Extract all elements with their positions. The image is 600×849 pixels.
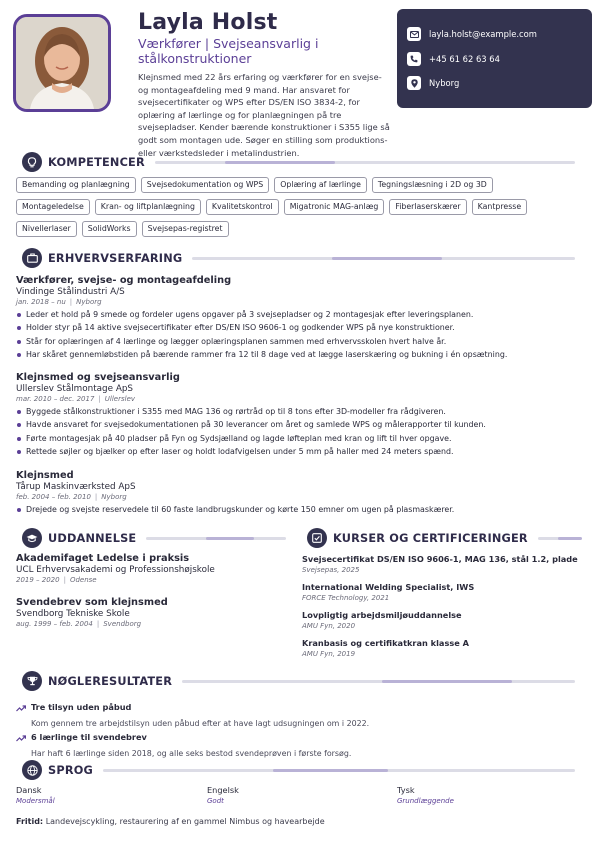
free-time-label: Fritid: xyxy=(16,817,44,826)
skill-chip: Oplæring af lærlinge xyxy=(274,177,367,193)
course-title: Lovpligtig arbejdsmiljøuddannelse xyxy=(302,610,462,620)
job-title: Klejnsmed xyxy=(16,470,74,481)
job-bullet: Byggede stålkonstruktioner i S355 med MAG 136 og rørtråd op til 8 tons efter 3D-modeller fra rådgiveren. xyxy=(16,405,586,418)
graduation-cap-icon xyxy=(22,528,42,548)
job-bullet: Førte montagesjak på 40 pladser på Fyn og Sydsjælland og lagde løfteplan med kran og lift til hver opgave. xyxy=(16,432,586,445)
skills-section-title: KOMPETENCER xyxy=(48,155,145,169)
candidate-name: Layla Holst xyxy=(138,10,278,35)
language-entry xyxy=(16,785,196,805)
language-name: Tysk xyxy=(397,785,415,795)
skill-chip: Svejsepas-registret xyxy=(142,221,229,237)
profile-summary: Klejnsmed med 22 års erfaring og værkfører for en svejse- og montageafdeling med 9 mand. Har ansvaret for svejsecertifikater og WPS efter DS/EN ISO 3834-2, for oplæring af lærlinge og for planlægningen på tre svejsepladser. Kender bærende konstruktioner i S355 lige så godt som montagen ude. Søger en stilling som produktions- eller værkstedsleder i metalindustrien. xyxy=(138,72,390,158)
course-title: Kranbasis og certifikatkran klasse A xyxy=(302,638,469,648)
job-period: mar. 2010 – dec. 2017 xyxy=(16,395,95,403)
education-entry xyxy=(16,597,286,628)
contact-phone[interactable]: +45 61 62 63 64 xyxy=(429,53,500,64)
job-company: Ullerslev Stålmontage ApS xyxy=(16,384,134,394)
section-divider xyxy=(103,769,575,772)
course-entry xyxy=(302,554,592,574)
contact-location-row xyxy=(407,71,592,96)
job-meta: feb. 2004 – feb. 2010 | Nyborg xyxy=(16,493,127,501)
contact-email-row[interactable] xyxy=(407,22,592,47)
job-title: Klejnsmed og svejseansvarlig xyxy=(16,372,180,383)
achievement-description: Kom gennem tre arbejdstilsyn uden påbud efter at have lagt udsugningen om i 2022. xyxy=(31,719,370,728)
trophy-icon xyxy=(22,671,42,691)
job-bullet: Står for oplæringen af 4 lærlinge og lægger oplæringsplanen sammen med erhvervsskolen hvert halve år. xyxy=(16,335,586,348)
location-pin-icon xyxy=(407,76,421,90)
briefcase-icon xyxy=(22,248,42,268)
skill-chip: Migatronic MAG-anlæg xyxy=(284,199,385,215)
skill-chip: Kantpresse xyxy=(472,199,527,215)
skills-section-header xyxy=(22,152,575,172)
phone-icon xyxy=(407,52,421,66)
language-entry xyxy=(397,785,577,805)
free-time-line xyxy=(16,817,325,826)
section-divider xyxy=(146,537,286,540)
job-location: Ullerslev xyxy=(104,395,136,403)
globe-icon xyxy=(22,760,42,780)
languages-section-header xyxy=(22,760,575,780)
lightbulb-icon xyxy=(22,152,42,172)
language-name: Dansk xyxy=(16,785,42,795)
language-entry xyxy=(207,785,387,805)
achievement-title: Tre tilsyn uden påbud xyxy=(31,701,132,712)
portrait-image xyxy=(16,17,108,109)
education-school: Svendborg Tekniske Skole xyxy=(16,609,130,619)
skill-chip: Tegningslæsning i 2D og 3D xyxy=(372,177,493,193)
course-meta: Svejsepas, 2025 xyxy=(302,566,360,574)
contact-box xyxy=(397,9,592,108)
free-time-text: Landevejscykling, restaurering af en gammel Nimbus og havearbejde xyxy=(45,817,325,826)
course-title: International Welding Specialist, IWS xyxy=(302,582,475,592)
languages-section-title: SPROG xyxy=(48,763,93,777)
section-divider xyxy=(538,537,575,540)
achievement-title: 6 lærlinge til svendebrev xyxy=(31,731,147,742)
profile-photo xyxy=(13,14,111,112)
skill-chip: Svejsedokumentation og WPS xyxy=(141,177,269,193)
language-name: Engelsk xyxy=(207,785,239,795)
education-school: UCL Erhvervsakademi og Professionshøjskole xyxy=(16,565,215,575)
job-location: Nyborg xyxy=(101,493,127,501)
course-title: Svejsecertifikat DS/EN ISO 9606-1, MAG 136, stål 1.2, plade xyxy=(302,554,578,564)
certificate-icon xyxy=(307,528,327,548)
course-entry xyxy=(302,582,592,602)
education-section-header xyxy=(22,528,286,548)
achievement-entry xyxy=(16,727,586,758)
mail-icon xyxy=(407,27,421,41)
education-section-title: UDDANNELSE xyxy=(48,531,137,545)
education-meta: aug. 1999 – feb. 2004 | Svendborg xyxy=(16,620,142,628)
job-bullets xyxy=(16,503,586,516)
job-period: jan. 2018 – nu xyxy=(16,298,66,306)
job-location: Nyborg xyxy=(76,298,102,306)
course-meta: AMU Fyn, 2020 xyxy=(302,622,356,630)
section-divider xyxy=(182,680,575,683)
job-period: feb. 2004 – feb. 2010 xyxy=(16,493,91,501)
education-title: Akademifaget Ledelse i praksis xyxy=(16,553,190,564)
achievements-section-title: NØGLERESULTATER xyxy=(48,674,173,688)
education-period: aug. 1999 – feb. 2004 xyxy=(16,620,93,628)
skill-chip: Kvalitetskontrol xyxy=(206,199,279,215)
section-divider xyxy=(192,257,575,260)
skill-chip: Kran- og liftplanlægning xyxy=(95,199,201,215)
resume-header xyxy=(0,0,600,158)
course-meta: FORCE Technology, 2021 xyxy=(302,594,390,602)
experience-section-header xyxy=(22,248,575,268)
candidate-role: Værkfører | Svejseansvarlig i stålkonstruktioner xyxy=(138,36,319,66)
job-company: Vindinge Stålindustri A/S xyxy=(16,287,125,297)
skill-chip: Montageledelse xyxy=(16,199,90,215)
job-bullet: Rettede søjler og bjælker op efter laser og holdt lodafvigelsen under 5 mm på haller med 24 meters spænd. xyxy=(16,445,586,458)
job-title: Værkfører, svejse- og montageafdeling xyxy=(16,275,232,286)
job-bullet: Holder styr på 14 aktive svejsecertifikater efter DS/EN ISO 9606-1 og godkender WPS på nye konstruktioner. xyxy=(16,321,586,334)
education-meta: 2019 – 2020 | Odense xyxy=(16,576,97,584)
education-location: Odense xyxy=(69,576,97,584)
education-title: Svendebrev som klejnsmed xyxy=(16,597,168,608)
job-bullet: Havde ansvaret for svejsedokumentationen på 30 leverancer om året og samlede WPS og målerapporter til kunden. xyxy=(16,418,586,431)
skill-chip: SolidWorks xyxy=(82,221,137,237)
experience-entry xyxy=(16,470,586,516)
course-meta: AMU Fyn, 2019 xyxy=(302,650,356,658)
skill-chip: Nivellerlaser xyxy=(16,221,77,237)
achievement-description: Har haft 6 lærlinge siden 2018, og alle seks bestod svendeprøven i første forsøg. xyxy=(31,749,352,758)
language-level: Modersmål xyxy=(16,797,55,805)
courses-section-header xyxy=(307,528,575,548)
language-level: Godt xyxy=(207,797,224,805)
contact-location: Nyborg xyxy=(429,78,460,89)
courses-section-title: KURSER OG CERTIFICERINGER xyxy=(333,531,528,545)
skills-list xyxy=(16,177,576,243)
trend-up-icon xyxy=(16,727,26,746)
job-bullet: Leder et hold på 9 smede og fordeler ugens opgaver på 3 svejsepladser og 2 montagesjak efter leveringsplanen. xyxy=(16,308,586,321)
course-entry xyxy=(302,638,592,658)
education-location: Svendborg xyxy=(103,620,142,628)
job-bullet: Har skåret gennemløbstiden på bærende rammer fra 12 til 8 dage ved at lægge laserskæring og bukning i én opsætning. xyxy=(16,348,586,361)
language-level: Grundlæggende xyxy=(397,797,454,805)
section-divider xyxy=(155,161,575,164)
job-bullet: Drejede og svejste reservedele til 60 faste landbrugskunder og kørte 150 emner om ugen på plasmaskærer. xyxy=(16,503,586,516)
skill-chip: Fiberlaserskærer xyxy=(389,199,466,215)
job-bullets xyxy=(16,308,586,361)
contact-phone-row[interactable] xyxy=(407,47,592,72)
experience-entry xyxy=(16,275,586,361)
trend-up-icon xyxy=(16,697,26,716)
achievement-entry xyxy=(16,697,586,728)
education-entry xyxy=(16,553,286,584)
experience-entry xyxy=(16,372,586,458)
contact-email[interactable]: layla.holst@example.com xyxy=(429,29,537,40)
experience-section-title: ERHVERVSERFARING xyxy=(48,251,183,265)
skill-chip: Bemanding og planlægning xyxy=(16,177,136,193)
job-bullets xyxy=(16,405,586,458)
job-meta: mar. 2010 – dec. 2017 | Ullerslev xyxy=(16,395,136,403)
course-entry xyxy=(302,610,592,630)
achievements-section-header xyxy=(22,671,575,691)
job-meta: jan. 2018 – nu | Nyborg xyxy=(16,298,102,306)
job-company: Tårup Maskinværksted ApS xyxy=(16,482,136,492)
education-period: 2019 – 2020 xyxy=(16,576,60,584)
